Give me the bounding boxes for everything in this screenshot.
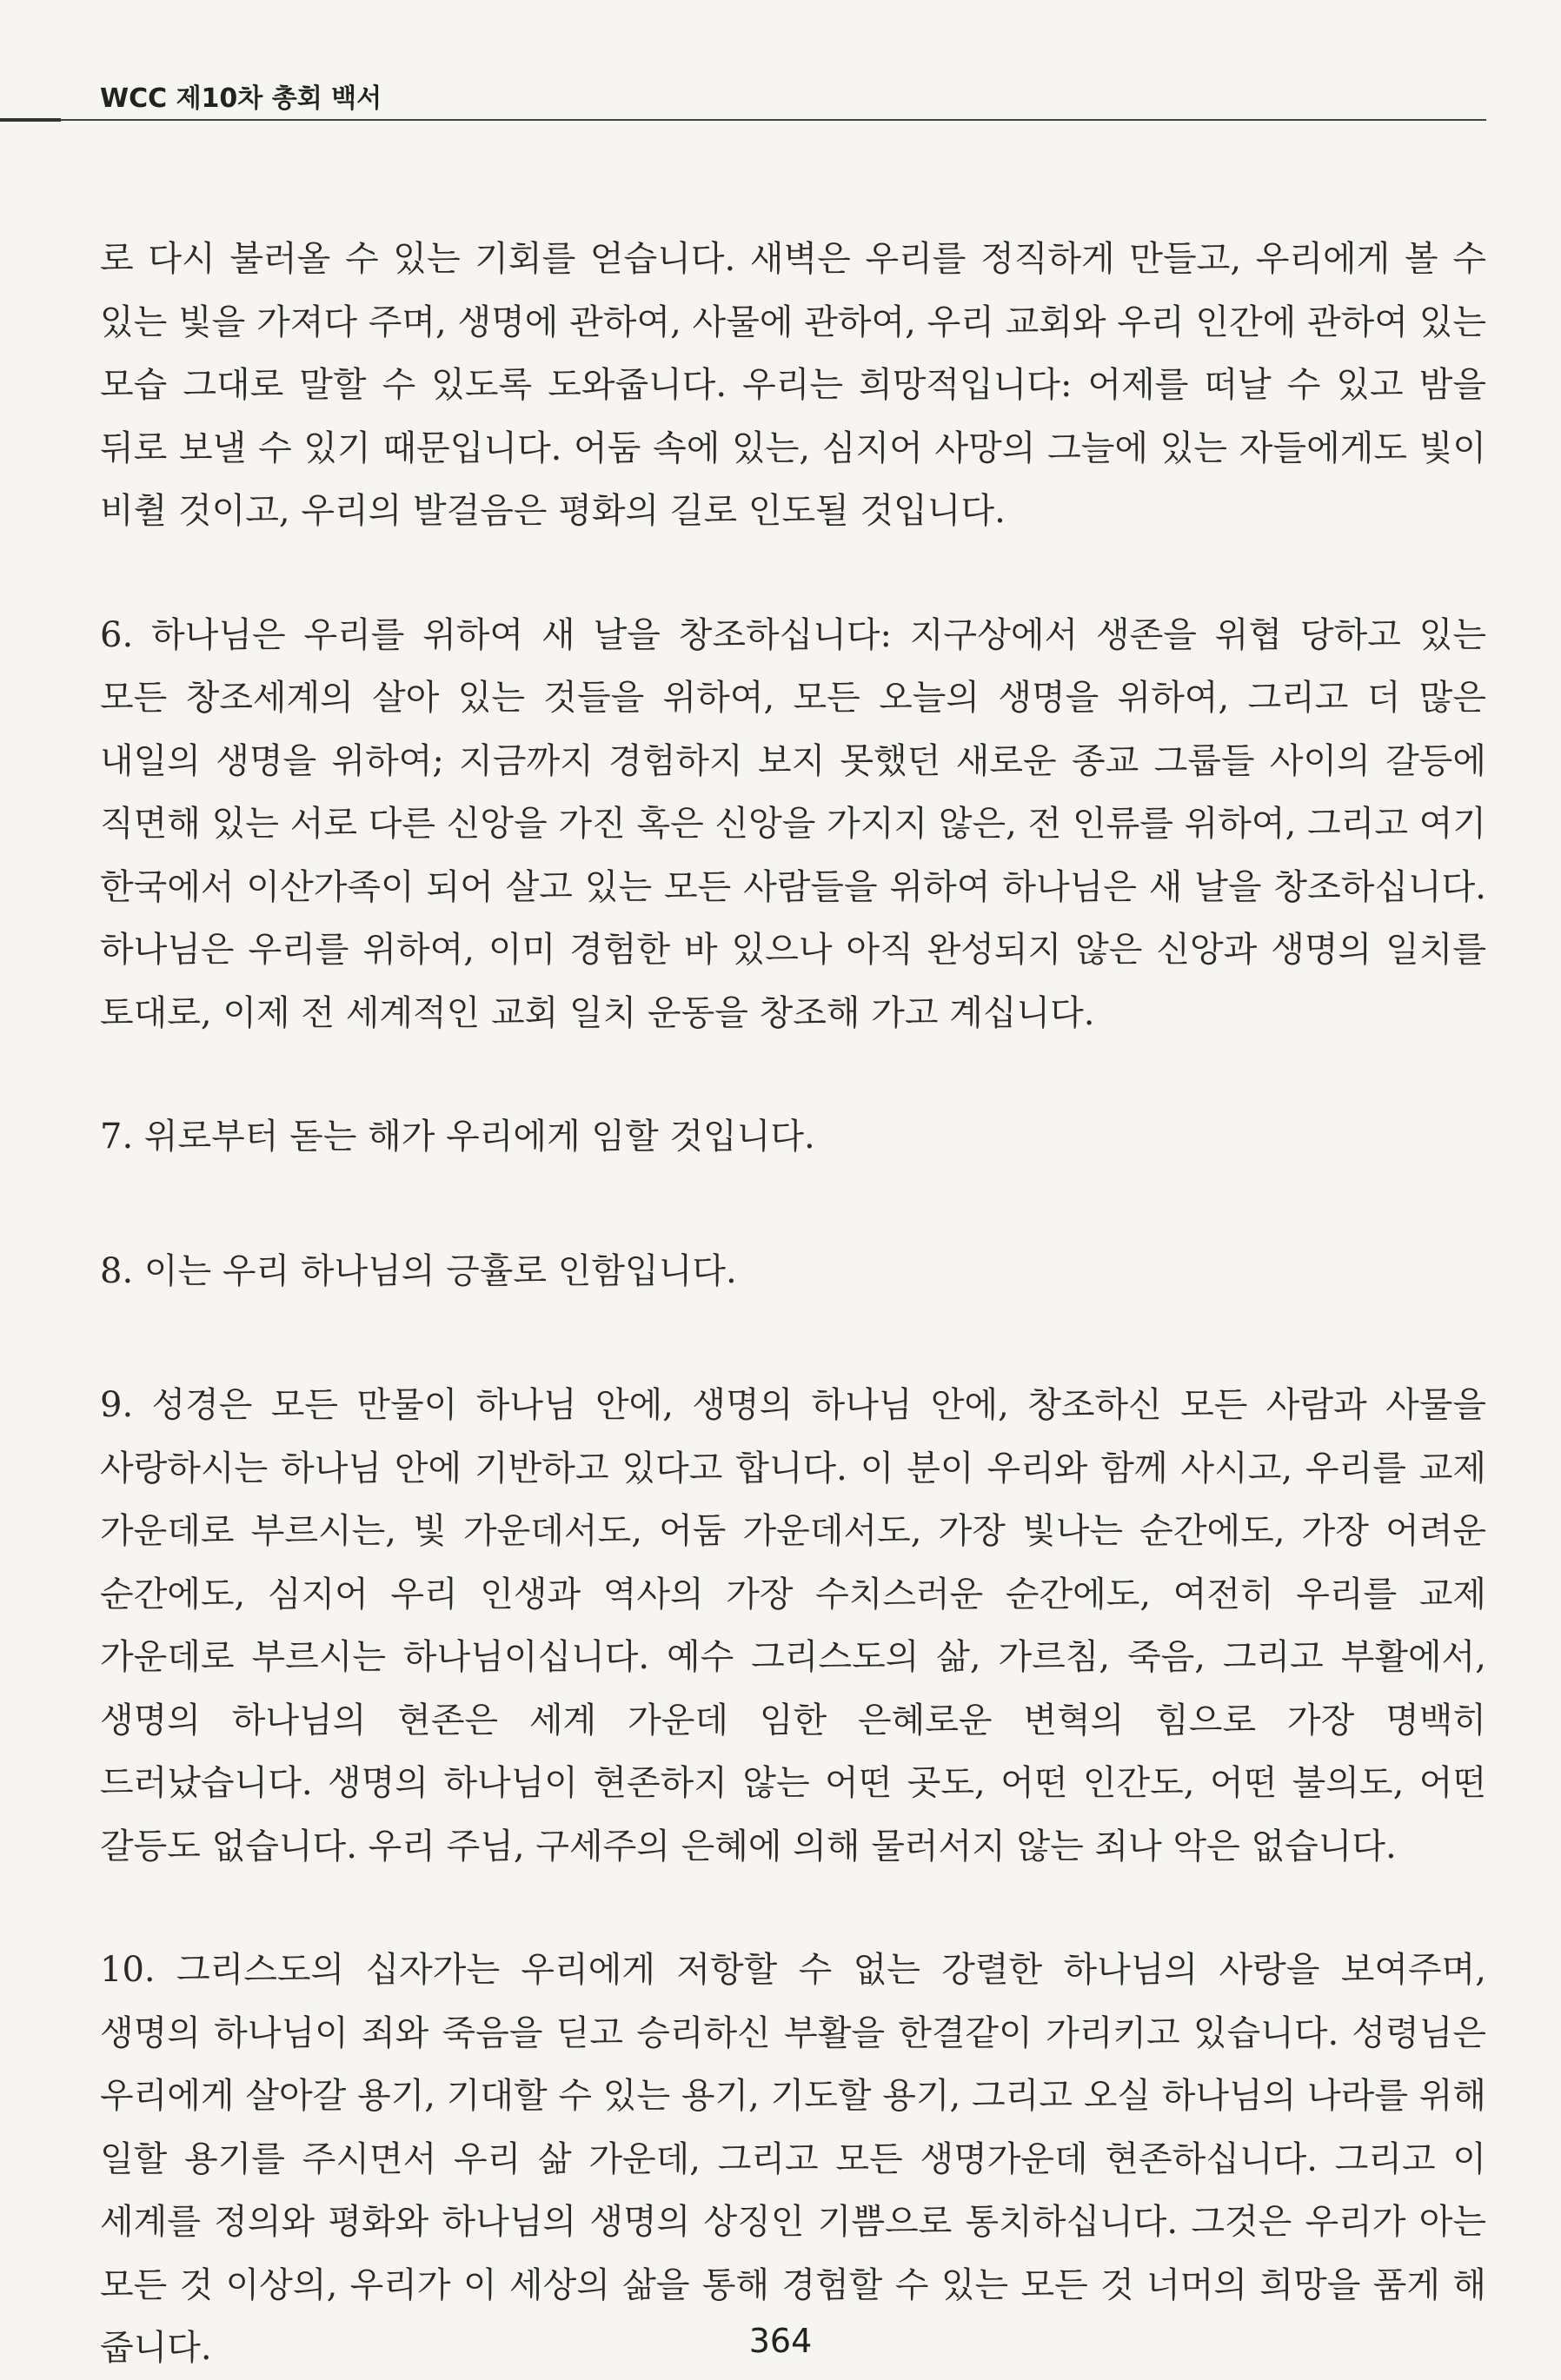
paragraph-continuation: 로 다시 불러올 수 있는 기회를 얻습니다. 새벽은 우리를 정직하게 만들고, 우리에게 볼 수 있는 빛을 가져다 주며, 생명에 관하여, 사물에 관하여, 우리 교회와 우리 인간에 관하여 있는 모습 그대로 말할 수 있도록 도와줍니다. 우리는 희망적입니다: 어제를 떠날 수 있고 밤을 뒤로 보낼 수 있기 때문입니다. 어둠 속에 있는, 심지어 사망의 그늘에 있는 자들에게도 빛이 비췰 것이고, 우리의 발걸음은 평화의 길로 인도될 것입니다. [100,239,1486,531]
paragraph-9: 9. 성경은 모든 만물이 하나님 안에, 생명의 하나님 안에, 창조하신 모든 사람과 사물을 사랑하시는 하나님 안에 기반하고 있다고 합니다. 이 분이 우리와 함께 사시고, 우리를 교제 가운데로 부르시는, 빛 가운데서도, 어둠 가운데서도, 가장 빛나는 순간에도, 가장 어려운 순간에도, 심지어 우리 인생과 역사의 가장 수치스러운 순간에도, 여전히 우리를 교제 가운데로 부르시는 하나님이십니다. 예수 그리스도의 삶, 가르침, 죽음, 그리고 부활에서, 생명의 하나님의 현존은 세계 가운데 임한 은혜로운 변혁의 힘으로 가장 명백히 드러났습니다. 생명의 하나님이 현존하지 않는 어떤 곳도, 어떤 인간도, 어떤 불의도, 어떤 갈등도 없습니다. 우리 주님, 구세주의 은혜에 의해 물러서지 않는 죄나 악은 없습니다. [100,1385,1486,1866]
paragraph-6: 6. 하나님은 우리를 위하여 새 날을 창조하십니다: 지구상에서 생존을 위협 당하고 있는 모든 창조세계의 살아 있는 것들을 위하여, 모든 오늘의 생명을 위하여, 그리고 더 많은 내일의 생명을 위하여; 지금까지 경험하지 보지 못했던 새로운 종교 그룹들 사이의 갈등에 직면해 있는 서로 다른 신앙을 가진 혹은 신앙을 가지지 않은, 전 인류를 위하여, 그리고 여기 한국에서 이산가족이 되어 살고 있는 모든 사람들을 위하여 하나님은 새 날을 창조하십니다. 하나님은 우리를 위하여, 이미 경험한 바 있으나 아직 완성되지 않은 신앙과 생명의 일치를 토대로, 이제 전 세계적인 교회 일치 운동을 창조해 가고 계십니다. [100,614,1486,1033]
header-rule-accent [0,118,61,122]
running-header-title: WCC 제10차 총회 백서 [100,83,382,114]
paragraph-10: 10. 그리스도의 십자가는 우리에게 저항할 수 없는 강렬한 하나님의 사랑을 보여주며, 생명의 하나님이 죄와 죽음을 딛고 승리하신 부활을 한결같이 가리키고 있습니다. 성령님은 우리에게 살아갈 용기, 기대할 수 있는 용기, 기도할 용기, 그리고 오실 하나님의 나라를 위해 일할 용기를 주시면서 우리 삶 가운데, 그리고 모든 생명가운데 현존하십니다. 그리고 이 세계를 정의와 평화와 하나님의 생명의 상징인 기쁨으로 통치하십니다. 그것은 우리가 아는 모든 것 이상의, 우리가 이 세상의 삶을 통해 경험할 수 있는 모든 것 너머의 희망을 품게 해 줍니다. [100,1950,1486,2368]
page-number: 364 [748,2322,813,2360]
paragraph-7: 7. 위로부터 돋는 해가 우리에게 임할 것입니다. [100,1117,815,1157]
body-text [100,228,1486,2380]
header-rule [61,119,1486,121]
paragraph-8: 8. 이는 우리 하나님의 긍휼로 인함입니다. [100,1250,737,1291]
page-header [0,0,1561,130]
